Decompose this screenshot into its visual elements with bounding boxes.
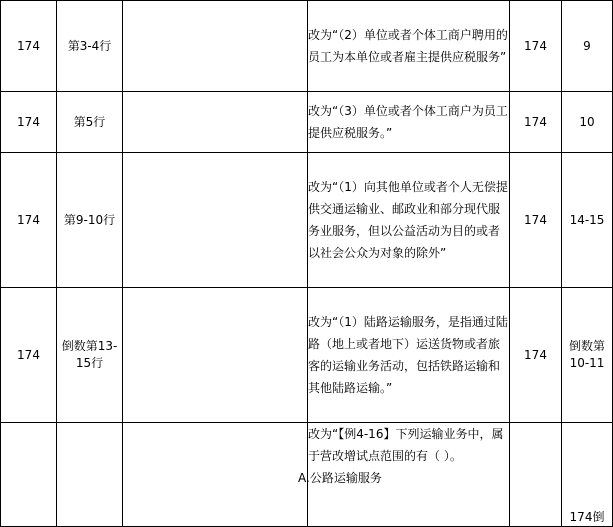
revised-cell xyxy=(308,288,510,423)
line-cell xyxy=(57,423,123,527)
line-cell: 第5行 xyxy=(57,92,123,153)
original-cell xyxy=(123,92,308,153)
original-cell xyxy=(123,153,308,288)
page-cell: 174 xyxy=(1,1,57,92)
line-cell: 倒数第13-15行 xyxy=(57,288,123,423)
page-cell: 174 xyxy=(1,288,57,423)
table-row xyxy=(1,92,613,153)
line-cell: 倒数第10-11 xyxy=(562,288,613,423)
revised-cell xyxy=(308,1,510,92)
revised-text: 改为“（2）单位或者个体工商户聘用的员工为本单位或者雇主提供应税服务” xyxy=(308,28,508,64)
page-cell: 174 xyxy=(510,1,562,92)
table-row xyxy=(1,153,613,288)
revised-text: 改为“【例4-16】下列运输业务中，属于营改增试点范围的有（ ）。 xyxy=(308,427,504,463)
revised-cell xyxy=(308,92,510,153)
page-cell xyxy=(1,423,57,527)
table-row xyxy=(1,423,613,527)
original-cell xyxy=(123,423,308,527)
table-row xyxy=(1,288,613,423)
original-cell xyxy=(123,1,308,92)
page-cell: 174 xyxy=(1,153,57,288)
original-cell xyxy=(123,288,308,423)
line-cell: 第9-10行 xyxy=(57,153,123,288)
line-cell: 14-15 xyxy=(562,153,613,288)
line-cell: 10 xyxy=(562,92,613,153)
page-cell xyxy=(510,423,562,527)
page-cell: 174 xyxy=(510,92,562,153)
line-cell: 第3-4行 xyxy=(57,1,123,92)
page-cell: 174 xyxy=(1,92,57,153)
revised-cell xyxy=(298,423,510,527)
page-cell: 174 xyxy=(510,153,562,288)
table-row xyxy=(1,1,613,92)
line-cell: 174倒 xyxy=(562,423,613,527)
revised-text: 改为“（1）向其他单位或者个人无偿提供交通运输业、邮政业和部分现代服务业服务，但以公益活动为目的或者以社会公众为对象的除外” xyxy=(308,180,508,260)
page-cell: 174 xyxy=(510,288,562,423)
revised-cell xyxy=(308,153,510,288)
line-cell: 9 xyxy=(562,1,613,92)
revised-option: A.公路运输服务 xyxy=(298,471,382,485)
revised-text: 改为“（3）单位或者个体工商户为员工提供应税服务。” xyxy=(308,104,508,140)
revised-text: 改为“（1）陆路运输服务，是指通过陆路（地上或者地下）运送货物或者旅客的运输业务活动，包括铁路运输和其他陆路运输。” xyxy=(308,315,508,395)
